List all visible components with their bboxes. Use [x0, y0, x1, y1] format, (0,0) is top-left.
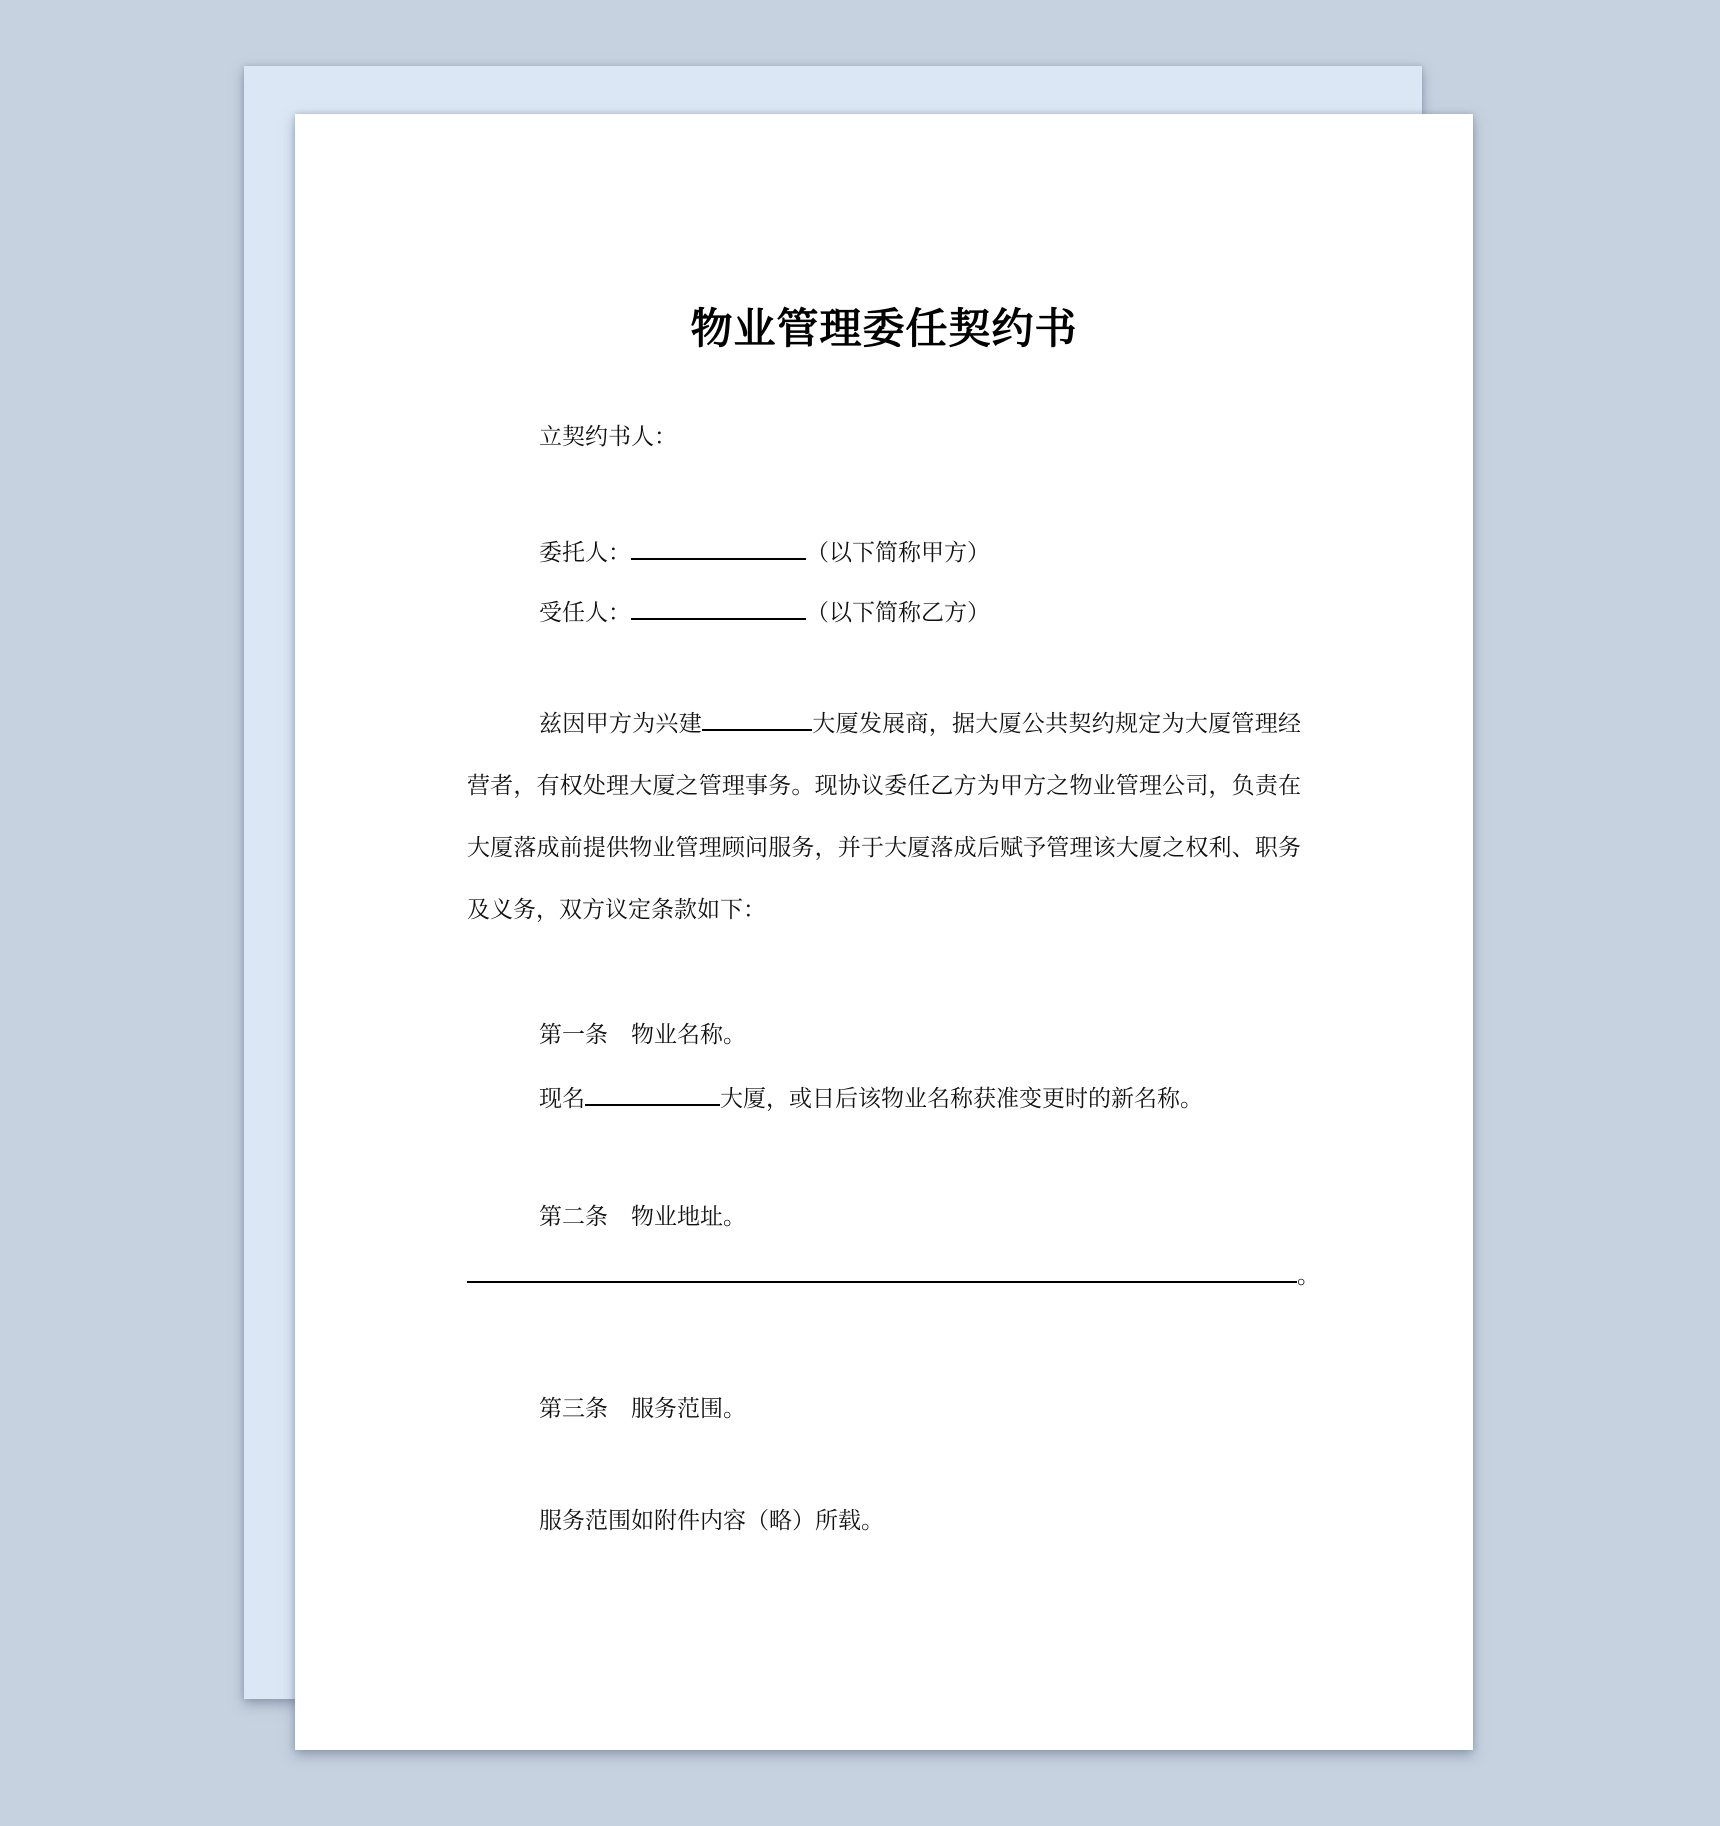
document-page	[295, 114, 1473, 1750]
intro-line: 立契约书人：	[539, 424, 677, 449]
trustee-suffix: （以下简称乙方）	[806, 600, 990, 625]
consignor-line	[467, 537, 1301, 569]
article2-heading: 第二条 物业地址。	[539, 1204, 746, 1229]
trustee-label: 受任人：	[539, 600, 631, 625]
property-address-blank-field	[467, 1279, 1297, 1283]
article1-heading: 第一条 物业名称。	[539, 1022, 746, 1047]
article1-text-before: 现名	[539, 1086, 585, 1111]
consignor-suffix: （以下简称甲方）	[806, 540, 990, 565]
article1-text-after: 大厦，或日后该物业名称获准变更时的新名称。	[720, 1086, 1203, 1111]
article1-body-line	[467, 1083, 1301, 1115]
current-name-blank-field	[585, 1102, 720, 1106]
document-title: 物业管理委任契约书	[690, 305, 1078, 352]
preamble-text-after: 大厦发展商，据大厦公共契约规定为大厦管理经营者，有权处理大厦之管理事务。现协议委任乙方为甲方之物业管理公司，负责在大厦落成前提供物业管理顾问服务，并于大厦落成后赋予管理该大厦之权利、职务及义务，双方议定条款如下：	[467, 711, 1302, 922]
period-after-address-blank: 。	[1297, 1263, 1320, 1288]
building-name-blank-field	[702, 727, 812, 731]
article2-blank-line	[467, 1260, 1320, 1292]
article3-heading: 第三条 服务范围。	[539, 1396, 746, 1421]
preamble-text-before: 兹因甲方为兴建	[539, 711, 702, 736]
trustee-line	[467, 597, 1301, 629]
consignor-blank-field	[631, 556, 806, 560]
preamble-paragraph	[467, 693, 1301, 941]
trustee-blank-field	[631, 616, 806, 620]
consignor-label: 委托人：	[539, 540, 631, 565]
article3-body-line: 服务范围如附件内容（略）所载。	[539, 1508, 884, 1533]
